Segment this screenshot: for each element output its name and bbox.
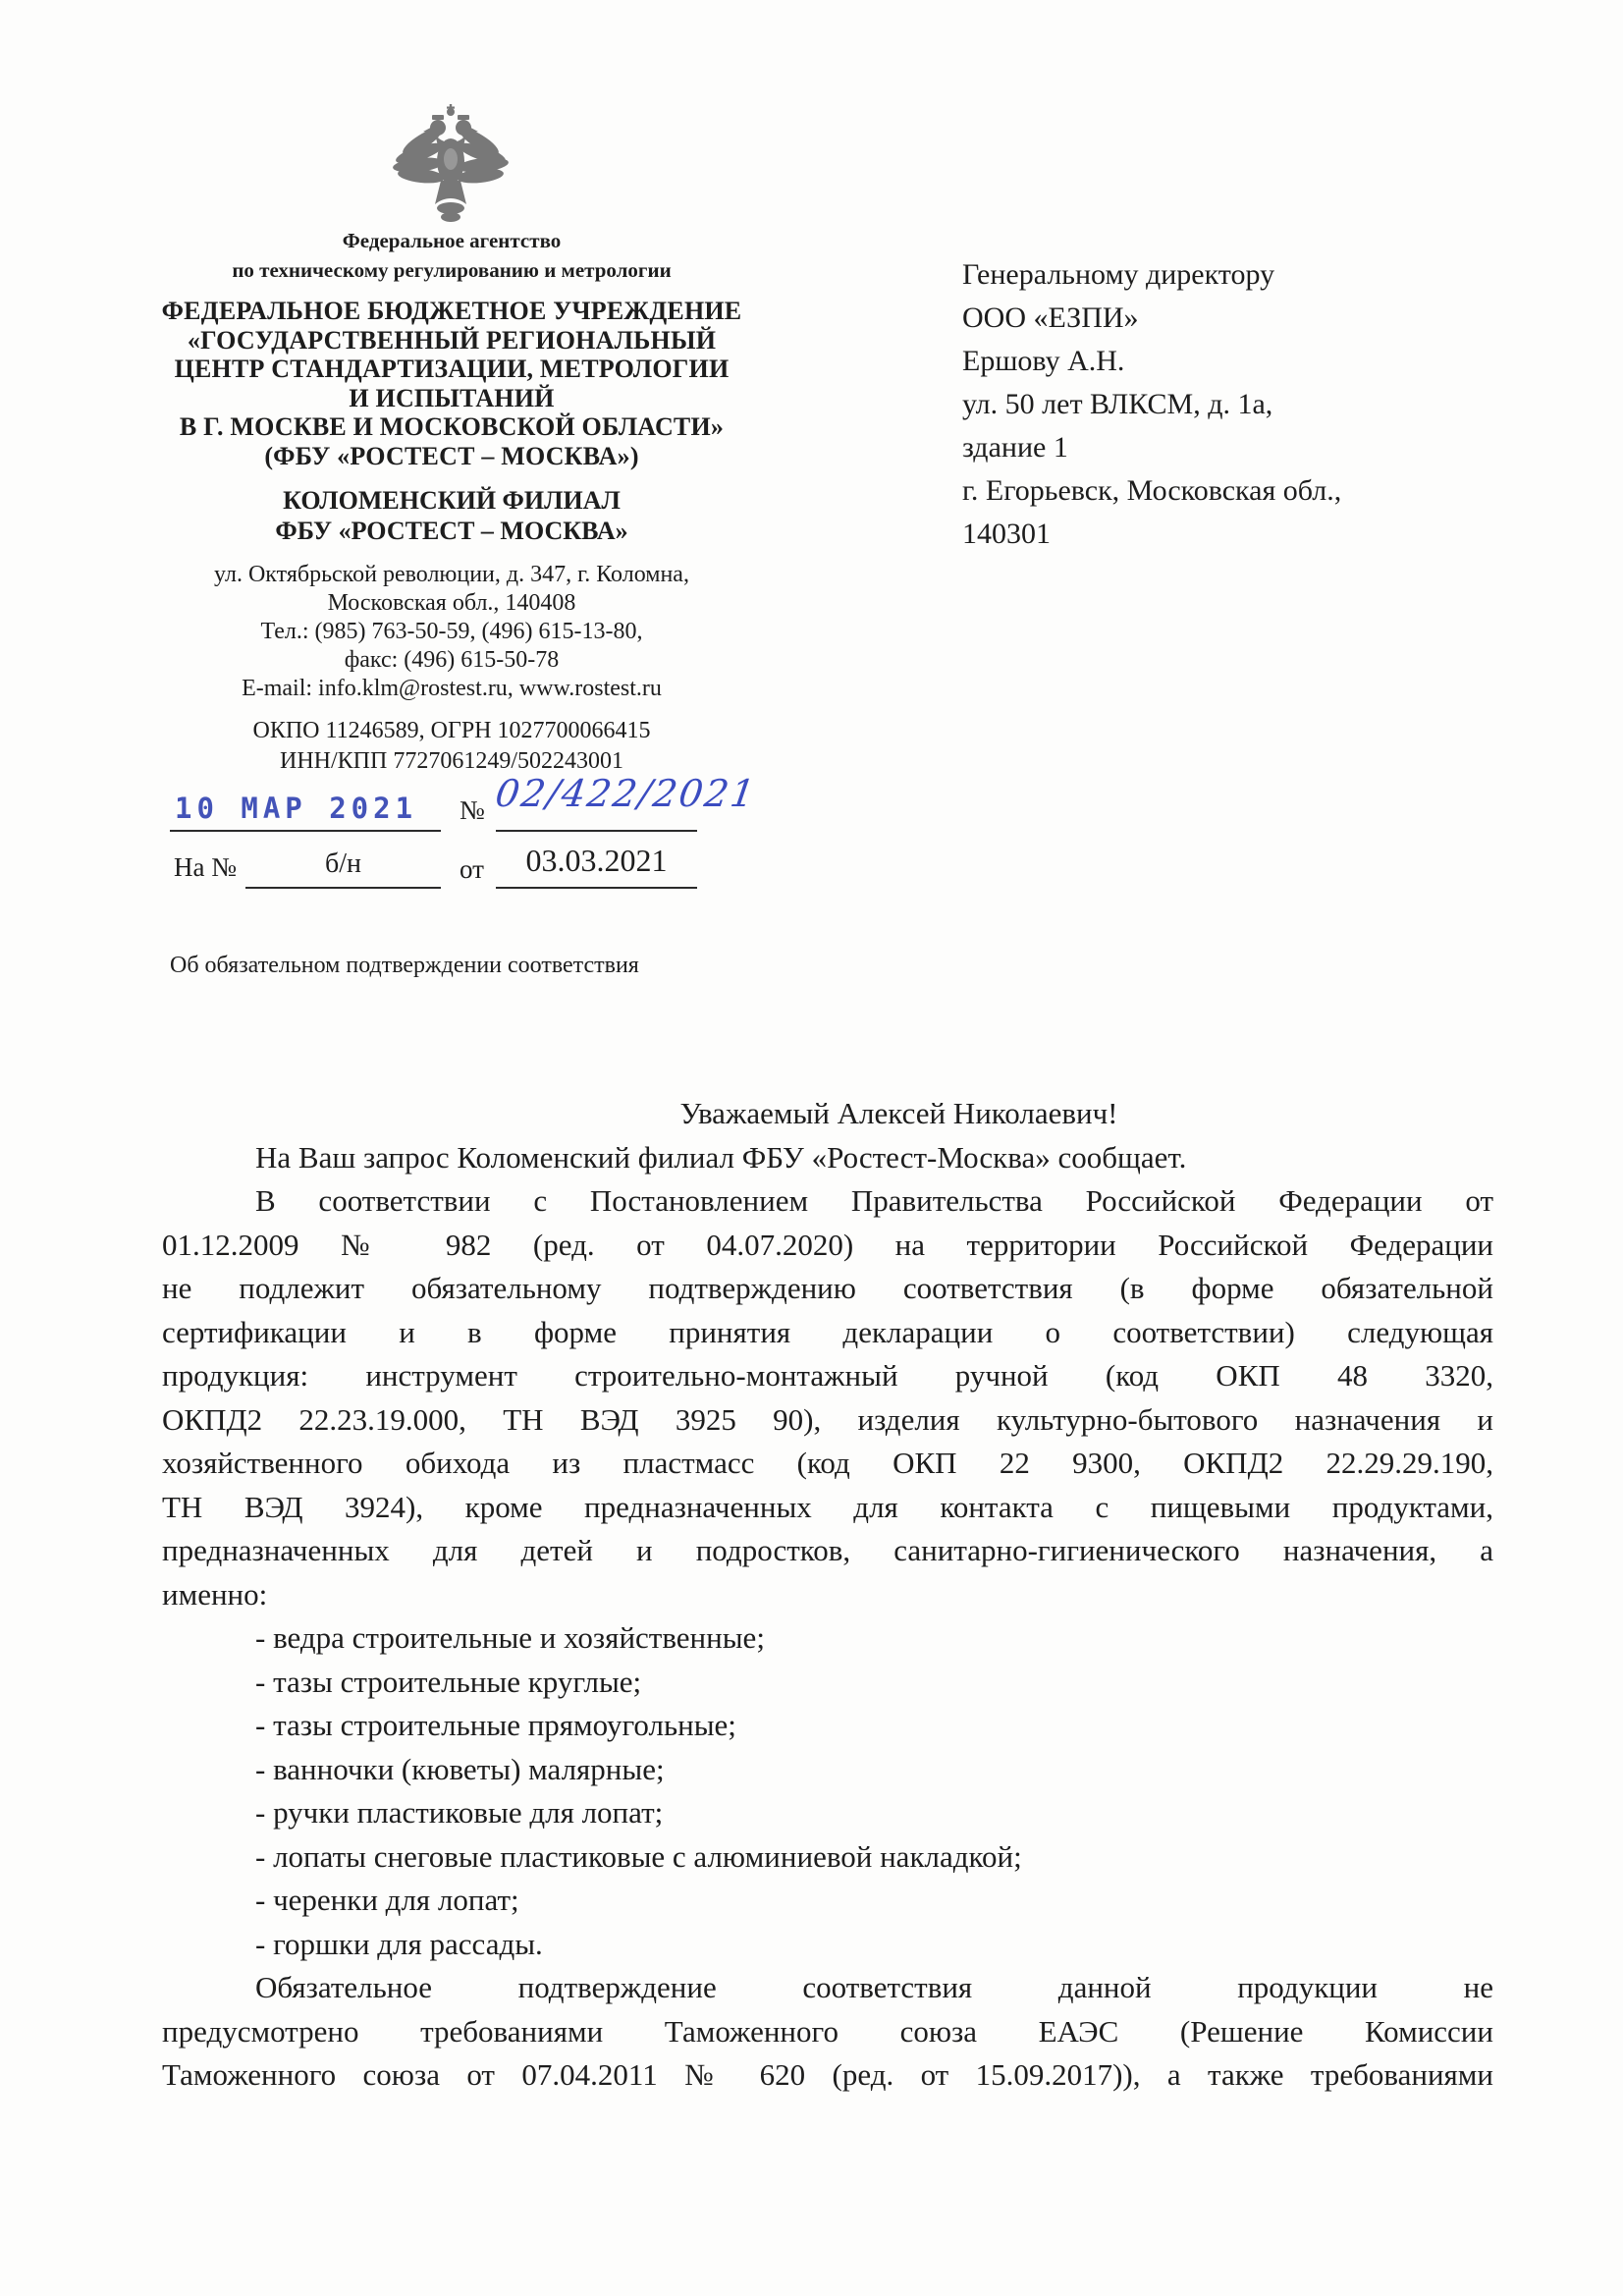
letterhead bbox=[147, 226, 756, 777]
list-item: - тазы строительные прямоугольные; bbox=[255, 1708, 736, 1742]
recipient-line: здание 1 bbox=[962, 431, 1068, 464]
number-underline bbox=[496, 830, 697, 832]
list-item: - лопаты снеговые пластиковые с алюминиевой накладкой; bbox=[255, 1838, 1022, 1874]
list-item: - черенки для лопат; bbox=[255, 1883, 519, 1917]
organization-line: ЦЕНТР СТАНДАРТИЗАЦИИ, МЕТРОЛОГИИ bbox=[174, 355, 730, 383]
organization-line: В Г. МОСКВЕ И МОСКОВСКОЙ ОБЛАСТИ» bbox=[179, 412, 725, 441]
body-line: предназначенных для детей и подростков, санитарно-гигиенического назначения, а bbox=[162, 1533, 1493, 1567]
body-line: В соответствии с Постановлением Правительства Российской Федерации от bbox=[255, 1183, 1493, 1218]
recipient-line: 140301 bbox=[962, 518, 1051, 550]
subject-line: Об обязательном подтверждении соответствия bbox=[170, 953, 639, 978]
contact-line: ул. Октябрьской революции, д. 347, г. Коломна, bbox=[214, 562, 689, 587]
recipient-line: ул. 50 лет ВЛКСМ, д. 1а, bbox=[962, 388, 1273, 420]
letter-body bbox=[162, 1092, 1493, 2098]
agency-line: по техническому регулированию и метрологии bbox=[232, 258, 672, 282]
contact-line: факс: (496) 615-50-78 bbox=[344, 647, 560, 673]
contact-line: E-mail: info.klm@rostest.ru, www.rostest.ru bbox=[242, 676, 662, 701]
number-label: № bbox=[460, 795, 485, 825]
body-line: 01.12.2009 № 982 (ред. от 04.07.2020) на территории Российской Федерации bbox=[162, 1227, 1493, 1262]
body-line: ТН ВЭД 3924), кроме предназначенных для контакта с пищевыми продуктами, bbox=[162, 1489, 1493, 1524]
body-line: сертификации и в форме принятия декларации о соответствии) следующая bbox=[162, 1314, 1493, 1349]
organization-line: (ФБУ «РОСТЕСТ – МОСКВА») bbox=[264, 441, 639, 470]
contact-info bbox=[147, 561, 756, 703]
branch-line: ФБУ «РОСТЕСТ – МОСКВА» bbox=[275, 517, 628, 545]
incoming-date-stamp: 10 МАР 2021 bbox=[175, 792, 418, 825]
recipient-line: Генеральному директору bbox=[962, 258, 1275, 291]
outgoing-number-handwritten: 02/422/2021 bbox=[492, 772, 760, 815]
body-line: На Ваш запрос Коломенский филиал ФБУ «Ростест-Москва» сообщает. bbox=[255, 1139, 1187, 1175]
branch-line: КОЛОМЕНСКИЙ ФИЛИАЛ bbox=[283, 486, 621, 515]
branch-name bbox=[147, 485, 756, 546]
recipient-block bbox=[962, 253, 1532, 556]
closing-paragraph bbox=[162, 1966, 1493, 2098]
date-underline bbox=[170, 830, 441, 832]
body-line: ОКПД2 22.23.19.000, ТН ВЭД 3925 90), изделия культурно-бытового назначения и bbox=[162, 1401, 1493, 1437]
registry-line: ОКПО 11246589, ОГРН 1027700066415 bbox=[252, 718, 651, 743]
incoming-ref-label: На № bbox=[174, 852, 237, 882]
agency-line: Федеральное агентство bbox=[342, 229, 562, 252]
body-line: продукция: инструмент строительно-монтажный ручной (код ОКП 48 3320, bbox=[162, 1358, 1493, 1393]
recipient-line: г. Егорьевск, Московская обл., bbox=[962, 474, 1342, 507]
list-item: - ручки пластиковые для лопат; bbox=[255, 1795, 664, 1830]
body-line: хозяйственного обихода из пластмасс (код ОКП 22 9300, ОКПД2 22.29.29.190, bbox=[162, 1446, 1493, 1480]
double-headed-eagle-icon bbox=[392, 102, 510, 230]
body-line: предусмотрено требованиями Таможенного союза ЕАЭС (Решение Комиссии bbox=[162, 2013, 1493, 2049]
opening-paragraphs bbox=[162, 1092, 1493, 1616]
registry-line: ИНН/КПП 7727061249/502243001 bbox=[279, 748, 623, 774]
organization-line: ФЕДЕРАЛЬНОЕ БЮДЖЕТНОЕ УЧРЕЖДЕНИЕ bbox=[161, 297, 742, 325]
list-item: - горшки для рассады. bbox=[255, 1926, 543, 1961]
agency-name bbox=[147, 226, 756, 285]
from-label: от bbox=[460, 854, 484, 884]
body-line: Уважаемый Алексей Николаевич! bbox=[679, 1096, 1118, 1130]
organization-line: «ГОСУДАРСТВЕННЫЙ РЕГИОНАЛЬНЫЙ bbox=[187, 325, 717, 355]
incoming-date-underline bbox=[496, 887, 697, 889]
body-line: Обязательное подтверждение соответствия данной продукции не bbox=[255, 1970, 1493, 2004]
organization-name bbox=[147, 297, 756, 470]
product-list bbox=[162, 1616, 1493, 1966]
body-line: не подлежит обязательному подтверждению соответствия (в форме обязательной bbox=[162, 1271, 1493, 1305]
registry-codes bbox=[147, 716, 756, 777]
contact-line: Тел.: (985) 763-50-59, (496) 615-13-80, bbox=[260, 619, 643, 644]
recipient-line: ООО «ЕЗПИ» bbox=[962, 301, 1139, 334]
incoming-ref-value: б/н bbox=[324, 848, 361, 879]
contact-line: Московская обл., 140408 bbox=[327, 590, 576, 616]
recipient-line: Ершову А.Н. bbox=[962, 345, 1125, 377]
incoming-ref-underline bbox=[245, 887, 441, 889]
list-item: - тазы строительные круглые; bbox=[255, 1664, 642, 1699]
list-item: - ведра строительные и хозяйственные; bbox=[255, 1620, 765, 1655]
body-line: Таможенного союза от 07.04.2011 № 620 (ред. от 15.09.2017)), а также требованиями bbox=[162, 2057, 1493, 2092]
incoming-ref-date: 03.03.2021 bbox=[525, 843, 668, 878]
body-line: именно: bbox=[162, 1576, 268, 1612]
organization-line: И ИСПЫТАНИЙ bbox=[349, 383, 555, 412]
list-item: - ванночки (кюветы) малярные; bbox=[255, 1751, 665, 1786]
